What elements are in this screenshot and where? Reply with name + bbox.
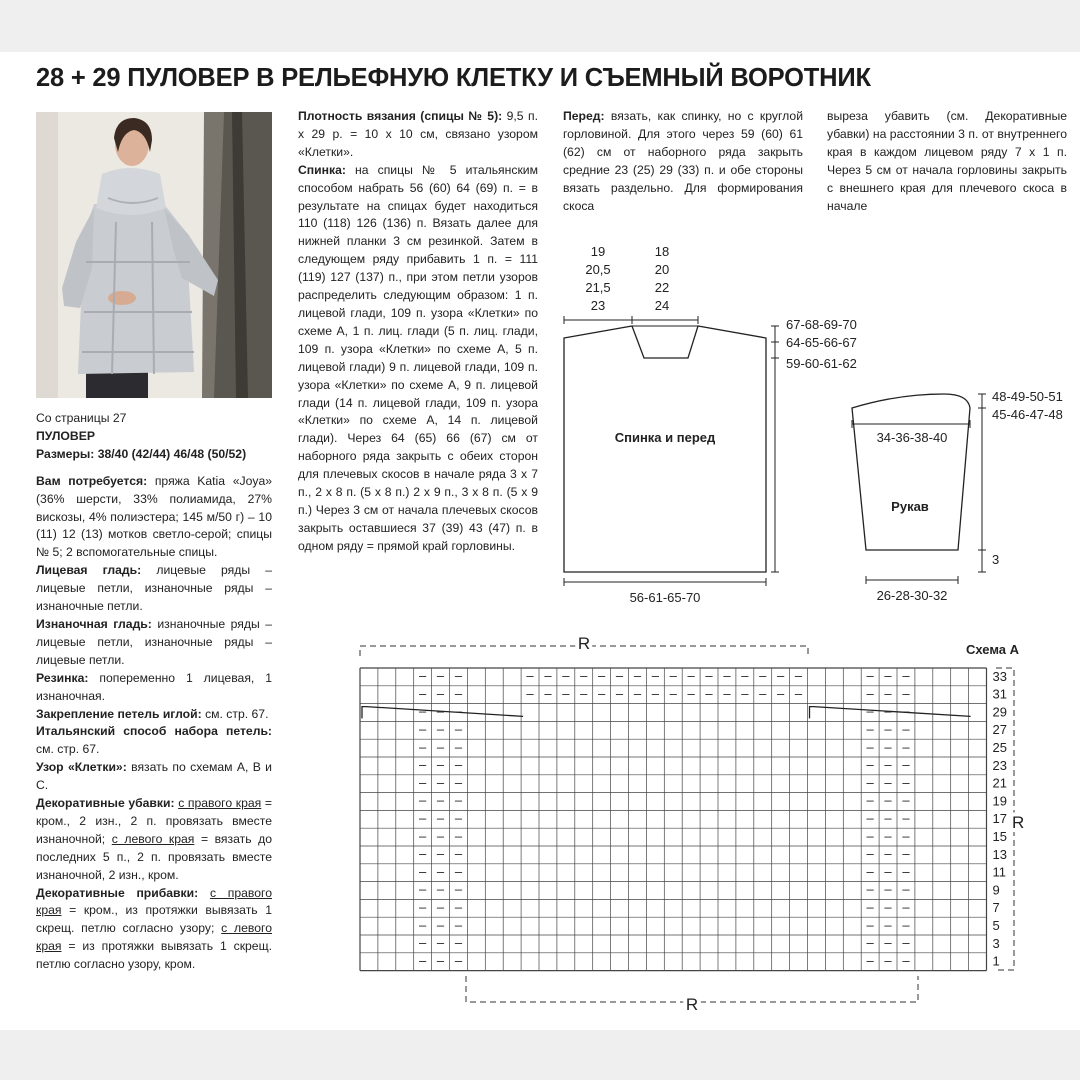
column-back [298, 108, 538, 556]
purl-mark: – [436, 668, 445, 684]
purl-mark: – [723, 668, 731, 684]
top-left-dim-1: 19 [590, 244, 606, 259]
purl-mark: – [526, 668, 534, 684]
purl-mark: – [419, 739, 427, 755]
chart-row-labels [993, 669, 1007, 969]
purl-mark: – [884, 935, 892, 951]
purl-mark: – [598, 685, 606, 701]
purl-mark: – [436, 881, 445, 897]
repeat-top: R [577, 634, 591, 653]
purl-mark: – [866, 952, 874, 968]
purl-mark: – [723, 685, 731, 701]
purl-mark: – [884, 846, 892, 862]
purl-mark: – [741, 668, 749, 684]
purl-mark: – [902, 952, 910, 968]
dec-right: с правого края [178, 796, 262, 811]
purl-mark: – [902, 668, 910, 684]
purl-mark: – [454, 935, 463, 951]
purl-mark: – [436, 899, 445, 915]
purl-mark: – [454, 685, 463, 701]
purl-mark: – [884, 739, 892, 755]
purl-mark: – [419, 703, 427, 719]
italian-label: Итальянский способ набора петель: [36, 724, 272, 739]
purl-mark: – [866, 917, 874, 933]
row-label: 15 [992, 829, 1007, 845]
purl-mark: – [884, 703, 892, 719]
dec-text1: = кром., 2 изн., 2 п. провязать вместе изнаночной; [36, 796, 272, 846]
purl-mark: – [884, 757, 892, 773]
top-right-dim-3: 22 [654, 280, 670, 295]
purl-mark: – [454, 810, 463, 826]
inc-text1: = кром., из протяжки вывязать 1 скрещ. петлю согласно узору; [36, 903, 273, 936]
purl-mark: – [866, 899, 874, 915]
purl-mark: – [419, 952, 427, 968]
purl-mark: – [866, 703, 874, 719]
row-label: 9 [992, 882, 1000, 898]
purl-mark: – [866, 739, 874, 755]
purl-mark: – [884, 721, 892, 737]
purl-mark: – [419, 881, 427, 897]
row-label: 1 [992, 953, 1000, 969]
purl-mark: – [884, 792, 892, 808]
sleeve-bottom-dim: 26-28-30-32 [876, 588, 948, 603]
purl-mark: – [436, 703, 445, 719]
purl-mark: – [902, 881, 910, 897]
purl-mark: – [419, 917, 427, 933]
dec-label: Декоративные убавки: [36, 796, 175, 811]
sleeve-top-dim: 34-36-38-40 [876, 430, 948, 445]
purl-mark: – [741, 685, 749, 701]
purl-mark: – [884, 881, 892, 897]
chart-title: Схема А [966, 642, 1020, 657]
inc-left: с левого края [36, 921, 272, 954]
front-text: вязать, как спинку, но с круглой горловиной. Для этого через 59 (60) 61 (62) см от наборного ряда закрыть средние 23 (25) 29 (33) п. и обе стороны вязать раздельно. Для формирования скоса [563, 109, 803, 213]
top-right-dim-2: 20 [654, 262, 670, 277]
purl-mark: – [436, 739, 445, 755]
purl-mark: – [777, 668, 785, 684]
purl-mark: – [866, 757, 874, 773]
row-label: 11 [992, 864, 1006, 880]
purl-mark: – [436, 846, 445, 862]
purl-mark: – [884, 917, 892, 933]
italian-text: см. стр. 67. [36, 742, 100, 757]
purl-mark: – [419, 721, 427, 737]
purl-mark: – [866, 668, 874, 684]
purl-mark: – [419, 810, 427, 826]
rib-label: Резинка: [36, 670, 89, 685]
purl-mark: – [884, 774, 892, 790]
purl-mark: – [436, 774, 445, 790]
row-label: 33 [992, 668, 1007, 684]
purl-mark: – [454, 952, 463, 968]
purl-mark: – [615, 685, 624, 701]
purl-mark: – [436, 810, 445, 826]
purl-mark: – [419, 685, 427, 701]
purl-mark: – [436, 721, 445, 737]
purl-mark: – [777, 685, 785, 701]
purl-mark: – [598, 668, 606, 684]
purl-mark: – [759, 668, 767, 684]
purl-mark: – [544, 685, 552, 701]
purl-mark: – [866, 935, 874, 951]
purl-mark: – [884, 828, 892, 844]
purl-mark: – [419, 668, 427, 684]
sleeve-cuff-dim: 3 [992, 552, 1000, 567]
purl-mark: – [419, 792, 427, 808]
purl-mark: – [651, 668, 659, 684]
purl-mark: – [902, 810, 910, 826]
purl-mark: – [902, 685, 910, 701]
needle-text: см. стр. 67. [205, 706, 269, 721]
purl-mark: – [454, 828, 463, 844]
purl-mark: – [544, 668, 552, 684]
purl-mark: – [866, 881, 874, 897]
purl-mark: – [419, 757, 427, 773]
purl-mark: – [615, 668, 624, 684]
purl-mark: – [902, 863, 910, 879]
purl-mark: – [580, 668, 588, 684]
sleeve-right-dim-2: 45-46-47-48 [992, 407, 1063, 422]
purl-mark: – [705, 668, 713, 684]
column-front-cont [827, 108, 1067, 215]
purl-mark: – [705, 685, 713, 701]
sleeve-right-dim-1: 48-49-50-51 [992, 389, 1063, 404]
pattern-text: вязать по схемам А, В и С. [36, 760, 272, 793]
gauge-text: 9,5 п. х 29 р. = 10 х 10 см, связано узором «Клетки». [298, 109, 538, 159]
model-photo [36, 112, 272, 398]
purl-mark: – [866, 774, 874, 790]
purl-mark: – [454, 863, 463, 879]
reverse-label: Изнаночная гладь: [36, 616, 152, 631]
purl-mark: – [436, 952, 445, 968]
purl-mark: – [454, 846, 463, 862]
bottom-band [0, 1030, 1080, 1080]
purl-mark: – [454, 881, 463, 897]
column-materials [36, 410, 272, 974]
purl-mark: – [419, 935, 427, 951]
purl-mark: – [866, 828, 874, 844]
row-label: 17 [992, 811, 1007, 827]
purl-mark: – [454, 739, 463, 755]
purl-mark: – [902, 757, 910, 773]
purl-mark: – [902, 703, 910, 719]
purl-mark: – [580, 685, 588, 701]
row-label: 21 [992, 775, 1007, 791]
dec-left: с левого края [111, 831, 195, 846]
bottom-dim: 56-61-65-70 [629, 590, 701, 605]
purl-mark: – [436, 935, 445, 951]
sleeve-schematic [840, 384, 1076, 606]
row-label: 19 [992, 793, 1007, 809]
right-dim-1: 67-68-69-70 [786, 317, 857, 332]
purl-mark: – [669, 668, 677, 684]
purl-mark: – [866, 721, 874, 737]
needle-label: Закрепление петель иглой: [36, 706, 202, 721]
rib-text: попеременно 1 лицевая, 1 изнаночная. [36, 670, 272, 703]
purl-mark: – [419, 863, 427, 879]
inc-label: Декоративные прибавки: [36, 885, 199, 900]
purl-mark: – [454, 703, 463, 719]
purl-mark: – [419, 899, 427, 915]
purl-mark: – [454, 668, 463, 684]
page-title: 28 + 29 ПУЛОВЕР В РЕЛЬЕФНУЮ КЛЕТКУ И СЪЕМНЫЙ ВОРОТНИК [36, 64, 871, 92]
top-left-dim-2: 20,5 [585, 262, 611, 277]
sleeve-label: Рукав [891, 499, 929, 514]
stockinette-label: Лицевая гладь: [36, 563, 142, 578]
purl-mark: – [794, 668, 803, 684]
source-page: Со страницы 27 [36, 411, 127, 425]
purl-mark: – [454, 899, 463, 915]
front-cont-text: выреза убавить (см. Декоративные убавки) на расстоянии 3 п. от внутреннего края в каждом лицевом ряду 7 х 1 п. Через 5 см от начала горловины закрыть с внешнего края для плечевого скоса в начале [827, 109, 1067, 213]
purl-mark: – [902, 739, 910, 755]
row-label: 29 [992, 704, 1007, 720]
top-band [0, 0, 1080, 52]
row-label: 25 [992, 740, 1007, 756]
purl-mark: – [651, 685, 659, 701]
purl-mark: – [902, 792, 910, 808]
purl-mark: – [526, 685, 534, 701]
front-label: Перед: [563, 109, 605, 123]
purl-mark: – [884, 810, 892, 826]
repeat-bottom: R [685, 995, 699, 1014]
purl-mark: – [902, 846, 910, 862]
purl-mark: – [419, 828, 427, 844]
row-label: 5 [992, 918, 1000, 934]
purl-mark: – [454, 721, 463, 737]
top-right-dim-4: 24 [654, 298, 670, 313]
row-label: 13 [992, 846, 1007, 862]
gauge-label: Плотность вязания (спицы № 5): [298, 109, 503, 123]
inc-right: с правого края [36, 885, 272, 918]
body-schematic [548, 236, 878, 608]
purl-mark: – [436, 685, 445, 701]
purl-mark: – [794, 685, 803, 701]
reverse-text: изнаночные ряды – лицевые петли, изнаночные ряды – лицевые петли. [36, 616, 272, 667]
top-left-dim-4: 23 [590, 298, 606, 313]
pattern-chart-a [340, 630, 1040, 1020]
purl-mark: – [866, 810, 874, 826]
back-label: Спинка: [298, 162, 346, 177]
back-text: на спицы № 5 итальянским способом набрать 56 (60) 64 (69) п. = в результате на спицах будет находиться 110 (118) 126 (136) п. Вязать далее для нижней планки 3 см резинкой. Затем в следующем ряду прибавить 1 п. = 111 (119) 127 (137) п., при этом петли узоров распределить следующим образом: 1 п. лицевой глади, 109 п. узора «Клетки» по схеме А, 1 п. лиц. глади (5 п. лиц. глади, 109 п. узора «Клетки» по схеме А, 5 п. лицевой глади) 9 п. лицевой глади, 109 п. узора «Клетки» по схеме А, 9 п. лицевой глади (14 п. лицевой глади, 109 п. узора «Клетки» по схеме А, 14 п. лицевой глади). Через 64 (65) 66 (67) см от наборного ряда закрыть с обеих сторон для плечевых скосов в начале ряда 3 х 7 п., 2 х 8 п. (5 х 8 п.) 2 х 9 п., 3 х 8 п. (5 х 9 п.) Через 3 см от начала плечевых скосов закрыть оставшиеся 37 (39) 43 (47) п. в одном ряду = прямой край горловины. [298, 162, 538, 553]
purl-mark: – [419, 774, 427, 790]
repeat-right: R [1012, 813, 1025, 832]
purl-mark: – [436, 757, 445, 773]
purl-mark: – [759, 685, 767, 701]
purl-mark: – [687, 685, 695, 701]
purl-mark: – [884, 952, 892, 968]
purl-mark: – [884, 668, 892, 684]
purl-mark: – [454, 917, 463, 933]
purl-mark: – [633, 668, 642, 684]
need-label: Вам потребуется: [36, 473, 148, 488]
purl-mark: – [866, 863, 874, 879]
purl-mark: – [902, 899, 910, 915]
purl-mark: – [866, 846, 874, 862]
top-right-dim-1: 18 [654, 244, 670, 259]
purl-mark: – [902, 774, 910, 790]
right-dim-2: 64-65-66-67 [786, 335, 857, 350]
purl-mark: – [884, 899, 892, 915]
dec-text2: = вязать до последних 5 п., 2 п. провязать вместе изнаночной, 2 изн., кром. [36, 831, 272, 882]
row-label: 7 [992, 900, 1000, 916]
row-label: 23 [992, 757, 1007, 773]
purl-mark: – [902, 935, 910, 951]
top-left-dim-3: 21,5 [585, 280, 611, 295]
purl-mark: – [633, 685, 642, 701]
purl-mark: – [866, 685, 874, 701]
row-label: 3 [992, 935, 1000, 951]
inc-text2: = из протяжки вывязать 1 скрещ. петлю согласно узору, кром. [36, 939, 272, 972]
purl-mark: – [562, 685, 570, 701]
purl-mark: – [884, 863, 892, 879]
row-label: 27 [992, 722, 1007, 738]
pattern-label: Узор «Клетки»: [36, 760, 127, 775]
body-label: Спинка и перед [614, 430, 716, 445]
purl-mark: – [436, 828, 445, 844]
purl-mark: – [902, 721, 910, 737]
purl-mark: – [884, 685, 892, 701]
purl-mark: – [902, 917, 910, 933]
purl-mark: – [454, 792, 463, 808]
purl-mark: – [436, 863, 445, 879]
purl-mark: – [687, 668, 695, 684]
purl-mark: – [902, 828, 910, 844]
purl-mark: – [562, 668, 570, 684]
purl-mark: – [866, 792, 874, 808]
sizes: Размеры: 38/40 (42/44) 46/48 (50/52) [36, 446, 247, 461]
item-name: ПУЛОВЕР [36, 428, 95, 443]
purl-mark: – [669, 685, 677, 701]
right-dim-3: 59-60-61-62 [786, 356, 857, 371]
purl-mark: – [436, 792, 445, 808]
purl-mark: – [436, 917, 445, 933]
purl-mark: – [454, 757, 463, 773]
need-text: пряжа Katia «Joya» (36% шерсти, 33% полиамида, 27% вискозы, 4% полиэстера; 145 м/50 г) – 10 (11) 12 (13) мотков светло-серой; спицы № 5; 2 вспомогательные спицы. [36, 473, 273, 560]
row-label: 31 [992, 686, 1007, 702]
purl-mark: – [454, 774, 463, 790]
column-front [563, 108, 803, 215]
stockinette-text: лицевые ряды – лицевые петли, изнаночные ряды – изнаночные петли. [36, 563, 272, 614]
purl-mark: – [419, 846, 427, 862]
